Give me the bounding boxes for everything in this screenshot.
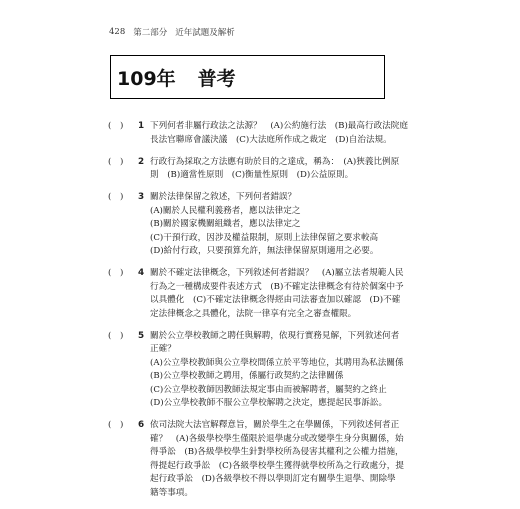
question-line: 關於法律保留之敘述，下列何者錯誤？ <box>150 192 297 202</box>
question-text <box>150 191 413 259</box>
question-line: 關於不確定法律概念，下列敘述何者錯誤？ (A)屬立法者規範人民 <box>150 268 404 278</box>
question-line: (D)給付行政，只要預算允許，無法律保留原則適用之必要。 <box>150 246 379 256</box>
question-number: 6 <box>138 420 145 430</box>
question-line: 下列何者非屬行政法之法源？ (A)公約施行法 (B)最高行政法院庭 <box>150 121 408 131</box>
question-line: 得爭訟 (B)各級學校學生針對學校所為侵害其權利之公權力措施， <box>150 447 404 457</box>
answer-bracket: ( ) <box>108 268 124 278</box>
question-line: 籍等事項。 <box>150 487 193 498</box>
question-number: 2 <box>138 156 145 167</box>
question-item <box>108 330 413 411</box>
question-line: 起行政爭訟 (D)各級學校不得以學則訂定有關學生退學、開除學 <box>150 474 396 484</box>
question-item <box>108 419 413 500</box>
question-line: (A)關於人民權利義務者，應以法律定之 <box>150 205 301 216</box>
question-line: (A)公立學校教師與公立學校間係立於平等地位，其聘用為私法關係 <box>150 357 404 368</box>
question-text <box>150 120 413 147</box>
question-line: (D)公立學校教師不服公立學校解聘之決定，應提起民事訴訟。 <box>150 398 388 408</box>
question-line: 正確？ <box>150 344 176 354</box>
question-text <box>150 419 413 500</box>
section-label: 第二部分 <box>133 28 168 38</box>
question-line: 長法官聯席會議決議 (C)大法庭所作成之裁定 (D)自治法規。 <box>150 134 392 145</box>
answer-bracket: ( ) <box>108 156 124 167</box>
section-subtitle: 近年試題及解析 <box>175 28 235 38</box>
question-item <box>108 267 413 321</box>
page-number: 428 <box>109 27 126 37</box>
question-line: 行政行為採取之方法應有助於目的之達成，稱為： (A)狹義比例原 <box>150 156 400 167</box>
question-line: 得提起行政爭訟 (C)各級學校學生獲得就學校所為之行政處分，提 <box>150 460 404 471</box>
question-list <box>108 120 413 509</box>
question-text <box>150 330 413 411</box>
page-header <box>109 26 509 38</box>
exam-title-box <box>110 55 385 99</box>
question-line: 定法律概念之具體化，法院一律享有完全之審查權限。 <box>150 308 357 319</box>
question-text <box>150 267 413 321</box>
question-line: (C)干預行政，因涉及權益限制，原則上法律保留之要求較高 <box>150 232 379 243</box>
question-line: (C)公立學校教師因教師法規定事由而被解聘者，屬契約之終止 <box>150 384 387 395</box>
question-line: 關於公立學校教師之聘任與解聘，依現行實務見解，下列敘述何者 <box>150 330 400 341</box>
question-number: 1 <box>138 121 145 131</box>
question-line: (B)公立學校教師之聘用，係屬行政契約之法律關係 <box>150 371 344 381</box>
question-line: 以具體化 (C)不確定法律概念得經由司法審查加以確認 (D)不確 <box>150 295 401 305</box>
answer-bracket: ( ) <box>108 121 124 131</box>
answer-bracket: ( ) <box>108 420 124 430</box>
question-line: 依司法院大法官解釋意旨，關於學生之在學關係，下列敘述何者正 <box>150 420 400 430</box>
question-line: 確？ (A)各級學校學生僅限於退學處分或改變學生身分與關係，始 <box>150 433 404 444</box>
question-line: 行為之一種構成要件表述方式 (B)不確定法律概念有待於個案中予 <box>150 281 404 292</box>
question-item <box>108 191 413 259</box>
exam-name: 普考 <box>197 67 236 90</box>
answer-bracket: ( ) <box>108 330 124 341</box>
question-line: 則 (B)適當性原則 (C)衡量性原則 (D)公益原則。 <box>150 170 354 180</box>
answer-bracket: ( ) <box>108 192 124 202</box>
exam-year: 109年 <box>117 67 176 90</box>
question-number: 3 <box>138 192 145 202</box>
question-text <box>150 156 413 183</box>
question-number: 4 <box>138 268 145 278</box>
question-item <box>108 120 413 147</box>
question-line: (B)關於國家機關組織者，應以法律定之 <box>150 219 301 229</box>
question-number: 5 <box>138 330 145 341</box>
question-item <box>108 156 413 183</box>
